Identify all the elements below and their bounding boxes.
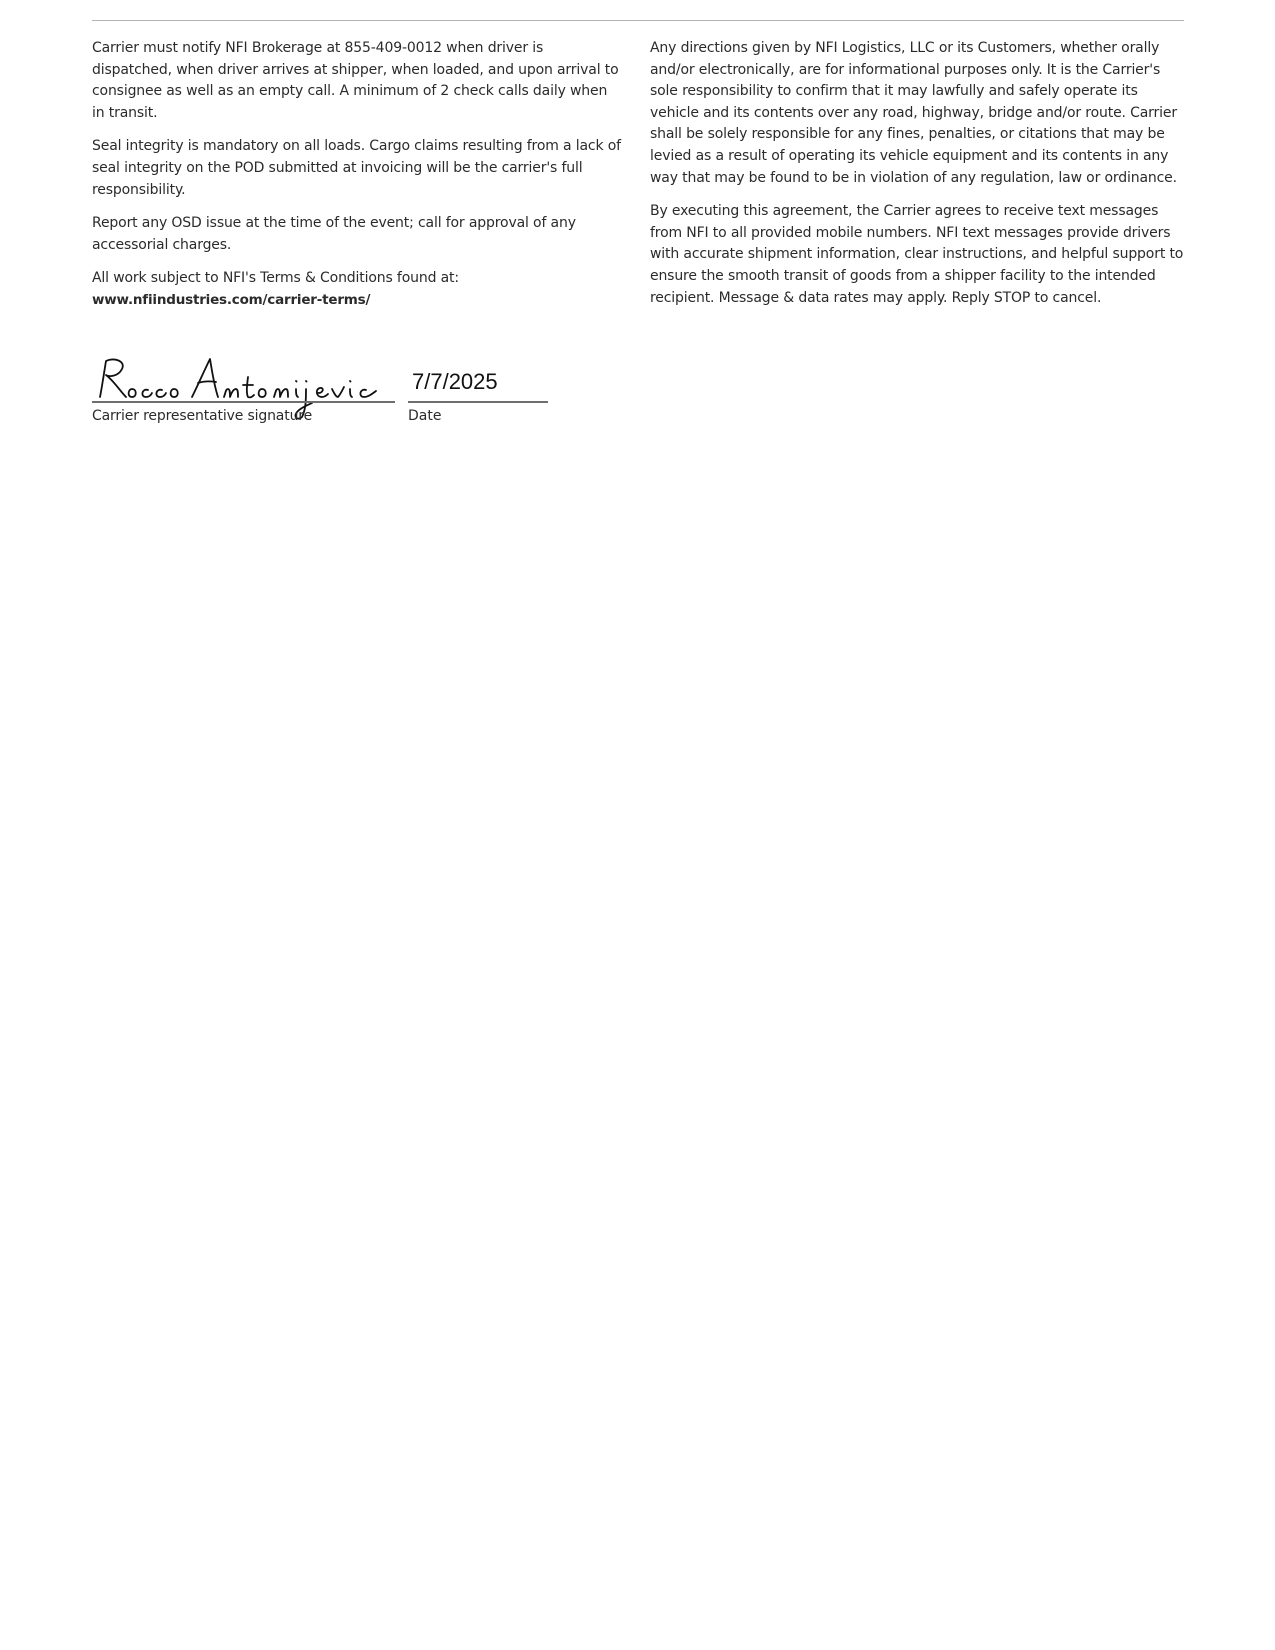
terms-conditions-text: All work subject to NFI's Terms & Conditions found at: bbox=[92, 270, 459, 287]
terms-paragraph-osd: Report any OSD issue at the time of the event; call for approval of any accessorial charges. bbox=[92, 215, 576, 253]
carrier-terms-link[interactable]: www.nfiindustries.com/carrier-terms/ bbox=[92, 291, 371, 308]
date-line bbox=[408, 401, 548, 403]
terms-paragraph-conditions bbox=[92, 268, 622, 311]
terms-paragraph-check-calls: Carrier must notify NFI Brokerage at 855-409-0012 when driver is dispatched, when driver arrives at shipper, when loaded, and upon arrival to consignee as well as an empty call. A minimum of 2 check calls daily when in transit. bbox=[92, 40, 619, 121]
terms-paragraph-directions: Any directions given by NFI Logistics, LLC or its Customers, whether orally and/or electronically, are for informational purposes only. It is the Carrier's sole responsibility to confirm that it may lawfully and safely operate its vehicle and its contents over any road, highway, bridge and/or route. Carrier shall be solely responsible for any fines, penalties, or citations that may be levied as a result of operating its vehicle equipment and its contents in any way that may be found to be in violation of any regulation, law or ordinance. bbox=[650, 40, 1177, 186]
top-divider bbox=[92, 20, 1184, 21]
terms-paragraph-text-messages: By executing this agreement, the Carrier agrees to receive text messages from NFI to all provided mobile numbers. NFI text messages provide drivers with accurate shipment information, clear instructions, and helpful support to ensure the smooth transit of goods from a shipper facility to the intended recipient. Message & data rates may apply. Reply STOP to cancel. bbox=[650, 203, 1184, 306]
signature-line bbox=[92, 401, 395, 403]
terms-right-column bbox=[650, 38, 1190, 321]
date-label: Date bbox=[408, 408, 442, 424]
signature-label: Carrier representative signature bbox=[92, 408, 313, 424]
date-value: 7/7/2025 bbox=[412, 369, 498, 394]
terms-left-column bbox=[92, 38, 622, 324]
terms-paragraph-seal-integrity: Seal integrity is mandatory on all loads. Cargo claims resulting from a lack of seal integrity on the POD submitted at invoicing will be the carrier's full responsibility. bbox=[92, 138, 621, 198]
